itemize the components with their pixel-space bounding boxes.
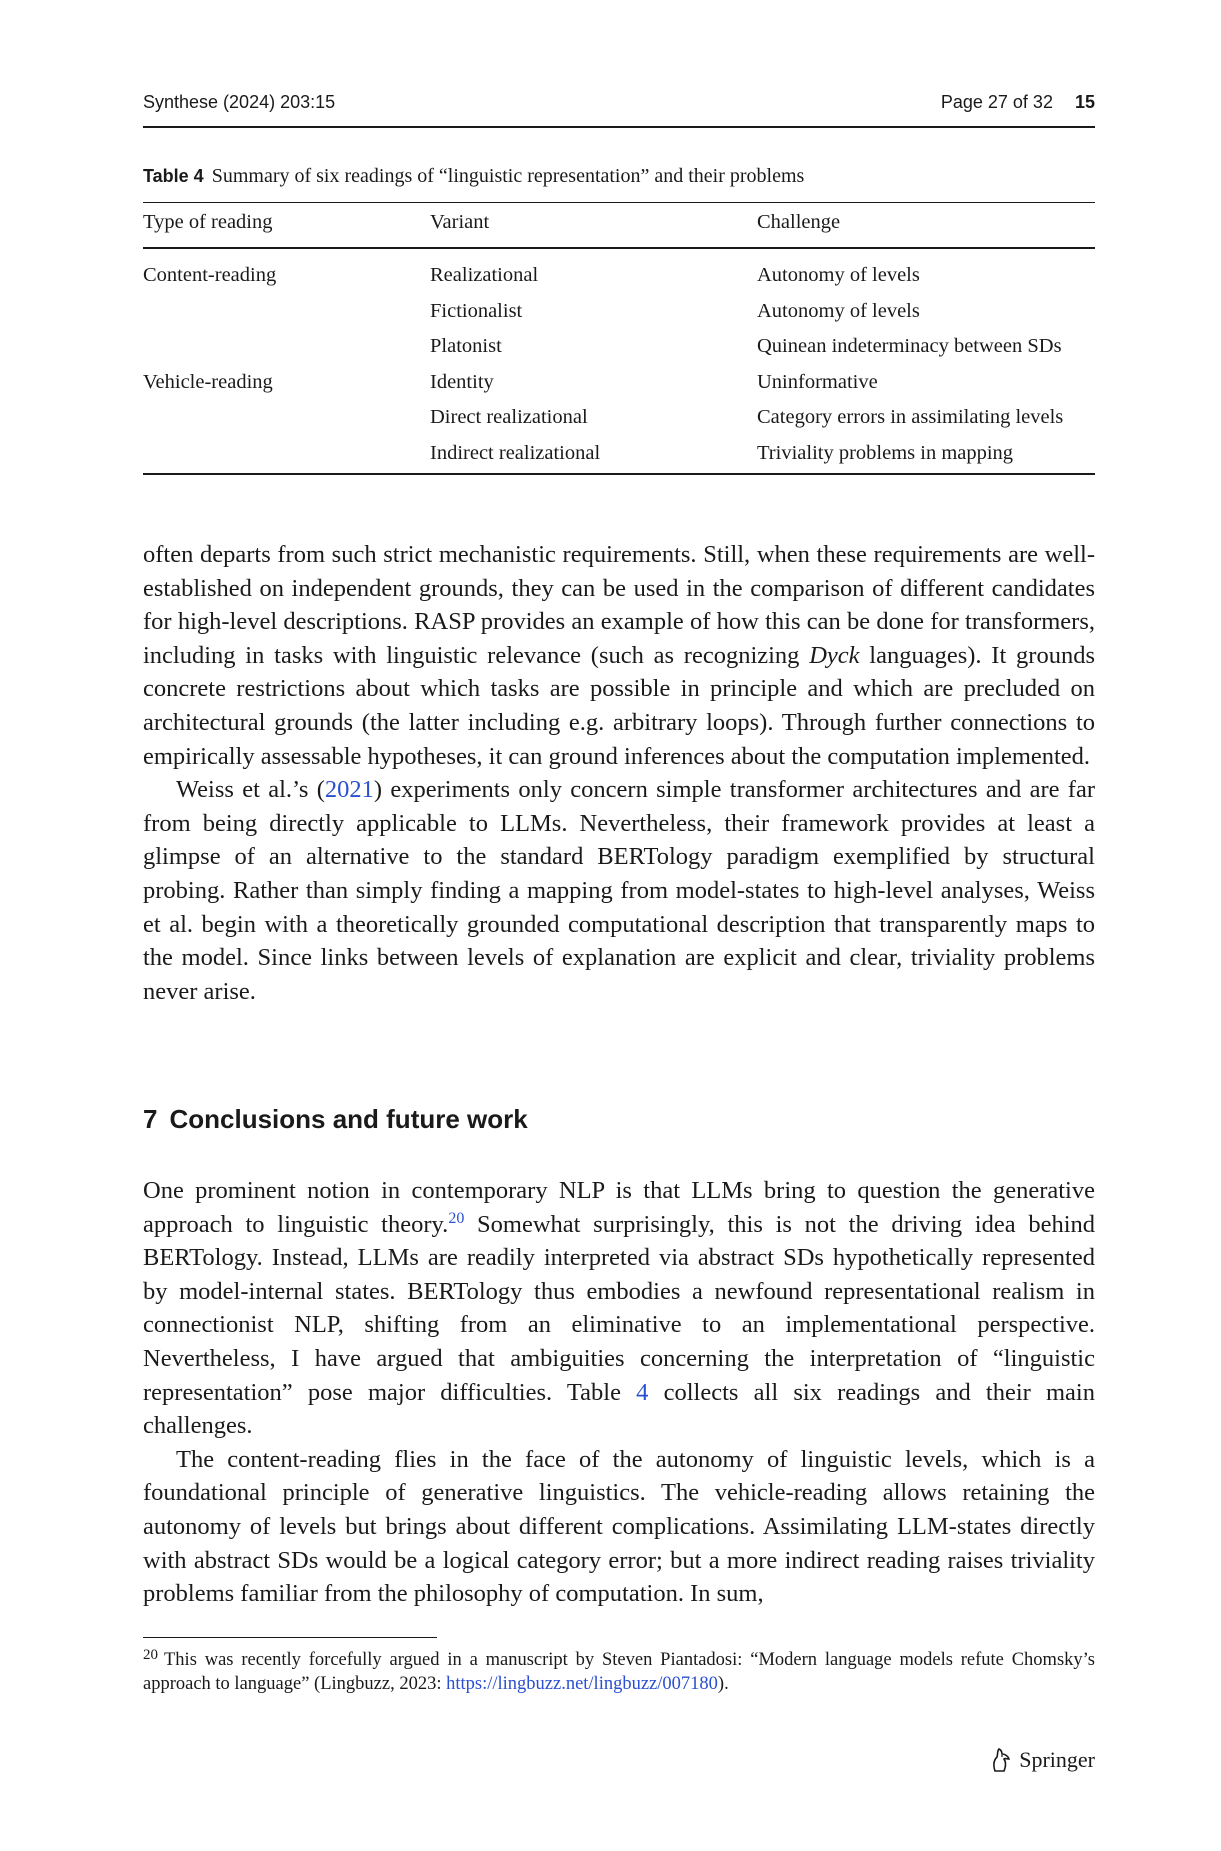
publisher-name: Springer xyxy=(1019,1747,1095,1772)
table-header-row xyxy=(143,203,1095,247)
table-row xyxy=(143,327,1095,363)
journal-citation: Synthese (2024) 203:15 xyxy=(143,92,336,112)
table-cell: Vehicle-reading xyxy=(143,370,273,393)
body-text-conclusions xyxy=(143,1174,1095,1611)
table-cell: Platonist xyxy=(430,335,502,357)
italic-term: Dyck xyxy=(809,641,860,669)
table-header-cell: Variant xyxy=(430,211,490,233)
table-header-cell: Challenge xyxy=(757,211,841,233)
paragraph xyxy=(143,773,1095,1008)
paragraph-text: collects all six readings and their main challenges. xyxy=(143,1378,1095,1440)
paragraph xyxy=(143,1174,1095,1443)
running-header xyxy=(143,90,1095,120)
table-cell: Quinean indeterminacy between SDs xyxy=(757,335,1062,357)
table-row xyxy=(143,434,1095,470)
table-cell: Content-reading xyxy=(143,264,277,286)
publisher-logo xyxy=(989,1747,1095,1773)
section-heading xyxy=(143,1104,528,1135)
table-ref-link[interactable]: 4 xyxy=(636,1378,649,1406)
footnote-text: This was recently forcefully argued in a manuscript by Steven Piantadosi: “Modern language models refute Chomsky’s approach to language” (Lingbuzz, 2023: xyxy=(143,1650,1095,1694)
paragraph-text: often departs from such strict mechanistic requirements. Still, when these requirements are well-established on independent grounds, they can be used in the comparison of different candidates for high-level descriptions. RASP provides an example of how this can be done for transformers, including in tasks with linguistic relevance (such as recognizing xyxy=(143,541,1095,669)
citation-link-2021[interactable]: 2021 xyxy=(324,776,374,804)
footnote-url-link[interactable]: https://lingbuzz.net/lingbuzz/007180 xyxy=(446,1674,718,1694)
table-bottom-rule xyxy=(143,473,1095,475)
table-cell: Indirect realizational xyxy=(430,441,601,464)
page-indicator xyxy=(941,92,1095,113)
table-cell: Fictionalist xyxy=(430,299,523,322)
paragraph-text: Weiss et al.’s ( xyxy=(176,776,325,804)
body-text-top xyxy=(143,538,1095,1008)
table-caption-text: Summary of six readings of “linguistic representation” and their problems xyxy=(211,165,805,187)
table-cell: Category errors in assimilating levels xyxy=(757,406,1064,428)
paragraph: The content-reading flies in the face of the autonomy of linguistic levels, which is a foundational principle of generative linguistics. The vehicle-reading allows retaining the autonomy of levels but brings about different complications. Assimilating LLM-states directly with abstract SDs would be a logical category error; but a more indirect reading raises triviality problems familiar from the philosophy of computation. In sum, xyxy=(143,1445,1095,1608)
table-cell: Realizational xyxy=(430,264,539,286)
table-row xyxy=(143,398,1095,434)
table-cell: Triviality problems in mapping xyxy=(757,441,1014,464)
paragraph-text: Somewhat surprisingly, this is not the driving idea behind BERTology. Instead, LLMs are readily interpreted via abstract SDs hypothetically represented by model-internal states. BERTology thus embodies a newfound representational realism in connectionist NLP, shifting from an eliminative to an implementational perspective. Nevertheless, I have argued that ambiguities concerning the interpretation of “linguistic representation” pose major difficulties. Table xyxy=(143,1210,1096,1406)
table-body xyxy=(143,249,1095,473)
section-title: Conclusions and future work xyxy=(169,1104,528,1134)
table-row xyxy=(143,292,1095,328)
footnote-rule xyxy=(143,1637,437,1638)
footnote-mark: 20 xyxy=(143,1647,158,1663)
table-cell: Autonomy of levels xyxy=(757,299,920,322)
footnote xyxy=(143,1648,1095,1696)
table-label: Table 4 xyxy=(143,166,204,186)
footnote-end: ). xyxy=(717,1674,729,1694)
table-row xyxy=(143,256,1095,292)
paragraph xyxy=(143,538,1095,773)
paragraph-text: languages). It grounds concrete restrictions about which tasks are possible in principle and which are precluded on architectural grounds (the latter including e.g. arbitrary loops). Through further connections to empirically assessable hypotheses, it can ground inferences about the computation implemented. xyxy=(143,641,1095,770)
table-row xyxy=(143,363,1095,399)
table-header-cell: Type of reading xyxy=(143,211,273,233)
footnote-ref-link[interactable]: 20 xyxy=(448,1209,465,1227)
page-of: Page 27 of 32 xyxy=(940,92,1053,112)
table-cell: Uninformative xyxy=(757,370,878,393)
section-number: 7 xyxy=(143,1104,158,1134)
header-rule xyxy=(143,126,1095,128)
page-number: 15 xyxy=(1074,92,1095,112)
paragraph-text: ) experiments only concern simple transformer architectures and are far from being directly applicable to LLMs. Nevertheless, their framework provides at least a glimpse of an alternative to the standard BERTology paradigm exemplified by structural probing. Rather than simply finding a mapping from model-states to high-level analyses, Weiss et al. begin with a theoretically grounded computational description that transparently maps to the model. Since links between levels of explanation are explicit and clear, triviality problems never arise. xyxy=(143,776,1095,1005)
summary-table xyxy=(143,202,1095,475)
table-cell: Direct realizational xyxy=(430,406,588,428)
table-caption xyxy=(143,165,804,188)
table-cell: Autonomy of levels xyxy=(757,264,920,286)
paragraph-text: One prominent notion in contemporary NLP is that LLMs bring to question the generative approach to linguistic theory. xyxy=(143,1177,1095,1238)
table-cell: Identity xyxy=(430,370,494,393)
springer-horse-icon xyxy=(989,1747,1013,1773)
